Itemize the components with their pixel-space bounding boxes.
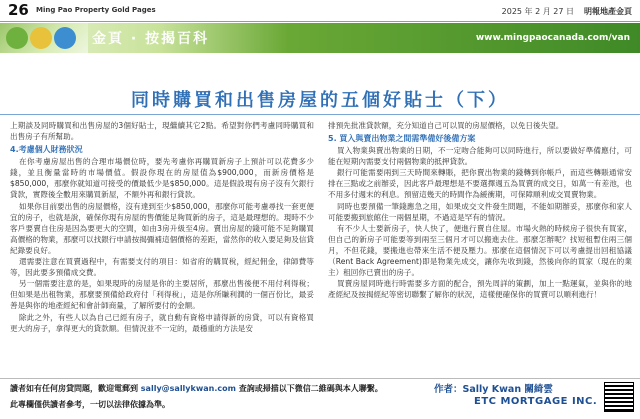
paragraph: 除此之外，有些人以為自己已經有房子，就自動有資格申請得新的房貸，可以有資格買更大的房子，拿得更大的貸款額。但情況並不一定的，最穩重的方法是安: [10, 312, 314, 333]
paragraph: 另一個需要注意的是，如果現時的房屋是你的主要居所，那麼出售後便不用付利得稅；但如果是出租物業，那麼要預備給政府付「利得稅」，這是你所賺利潤的一個百份比，最妥善是與你的地產經紀和會計師商量，了解所要付的金額。: [10, 279, 314, 311]
author-name: 作者：Sally Kwan 關綺雲: [434, 384, 553, 395]
globe-icon: [54, 27, 76, 49]
paragraph: 在你考慮房屋出售的合理市場價位時，要先考慮你再購買新房子上預計可以花費多少錢，並且衡量當時的市場價值。假設你現在的房屋值為$900,000，而新房價格是$850,000，那麼你就知道可接受的價最低少是$850,000。這是假設現有房子沒有欠銀行貸款，實際後全數用來購買新屋，不額外再和銀行貸款。: [10, 157, 314, 200]
paragraph: 同時也要預備一筆錢應急之用，如果成交文件發生問題，不能如期辦妥，那麼你和家人可能要搬到旅館住一兩個星期，不過這是罕有的情況。: [328, 201, 632, 222]
section-name: 明報地產金頁: [584, 7, 632, 16]
paragraph: 有不少人士要新房子，快人快了，便進行賣自住屋。市場火熱的時候房子很快有買家，但自己的新房子可能要等到兩至三個月才可以搬進去住。那麼怎辦呢？找短租暫住兩三個月，不但花錢，要搬進也帶來生活不便及壓力。那麼在這個情況下可以考慮提出回租協議（Rent Back Agreement)即是物業先成交，讓你先收到錢，然後向你的買家（現在的業主）租回你已賣出的房子。: [328, 223, 632, 278]
page-number: 26: [8, 1, 29, 19]
intro-paragraph: 上期談及同時購買和出售房屋的3個好貼士，現繼續其它2點。希望對你們考慮同時購買和出售房子有所幫助。: [10, 121, 314, 142]
paragraph: 如果你目前要出售的房屋價格，沒有達到至少$850,000，那麼你可能考慮尋找一套更便宜的房子，也就是說，確保你現有房屋的售價能足夠買新的房子，這是最理想的。現時不少客戶要賣自住房是因為要更大的空間，如由3房升級至4房。賣出房屋的錢可能不足夠購買高價格的物業，那麼可以找銀行申請按揭彌補這個價格的差距，當然你的收入要足夠及信貸紀錄要良好。: [10, 201, 314, 255]
article-headline: 同時購買和出售房屋的五個好貼士（下）: [131, 90, 509, 111]
company-name: ETC MORTGAGE INC.: [474, 396, 598, 407]
coin-icon: [30, 27, 52, 49]
continuation-paragraph: 排預先批准貸款額，充分知道自己可以買的房屋價格，以免日後失望。: [328, 121, 564, 130]
wechat-qr-code-icon[interactable]: [604, 382, 634, 412]
footer-disclaimer: 此專欄僅供讀者參考，一切以法律依據為準。: [10, 400, 170, 409]
paragraph: 銀行可能需要兩到三天時間來轉賬，把你賣出物業的錢轉到你帳戶，而這些轉賬通常安排在三點或之前辦妥，因此客戶最理想是不要選擇週五為買賣的成交日，如萬一有差池，也不用多付週末的利息。預留這幾天的時間作為緩衝期，可保障順利成交買賣物業。: [328, 168, 632, 200]
paragraph: 還需要注意在買賣過程中，有需要支付的項目：如省府的購買稅，經紀佣金，律師費等等，因此要多預備成交費。: [10, 257, 314, 278]
website-link[interactable]: www.mingpaocanada.com/van: [475, 33, 630, 43]
issue-date: 2025 年 2 月 27 日: [501, 7, 574, 16]
headline-divider: [0, 114, 640, 115]
paragraph: 買賣房屋同時進行時需要多方面的配合，預先周詳的策劃，加上一點運氣，並與你的地產經紀及按揭經紀等密切聯繫了解你的狀況，這樣便確保你的買賣可以順利進行！: [328, 279, 632, 300]
left-column: [10, 120, 314, 334]
section-4-title: 4.考慮個人財務狀況: [10, 145, 83, 155]
paragraph: 買入物業與賣出物業的日期，不一定吻合能夠可以同時進行，所以要做好準備應付，可能在短期內需要支付兩個物業的抵押貸款。: [328, 146, 632, 167]
footer-contact: 讀者如有任何房貸問題，歡迎電郵到 sally@sallykwan.com 查詢或掃描以下微信二維碼與本人聯繫。: [10, 384, 383, 393]
right-column: [328, 120, 632, 300]
footer-divider: [0, 378, 640, 379]
column-banner: [0, 23, 640, 53]
publication-name: Ming Pao Property Gold Pages: [36, 6, 156, 14]
leaf-icon: [6, 27, 28, 49]
page-header: [0, 0, 640, 22]
section-5-title: 5. 買入與賣出物業之間需準備好後備方案: [328, 134, 476, 144]
column-title: 金頁 · 按揭百科: [92, 31, 210, 47]
email-link[interactable]: sally@sallykwan.com: [140, 384, 236, 393]
banner-logo-area: [0, 23, 88, 53]
